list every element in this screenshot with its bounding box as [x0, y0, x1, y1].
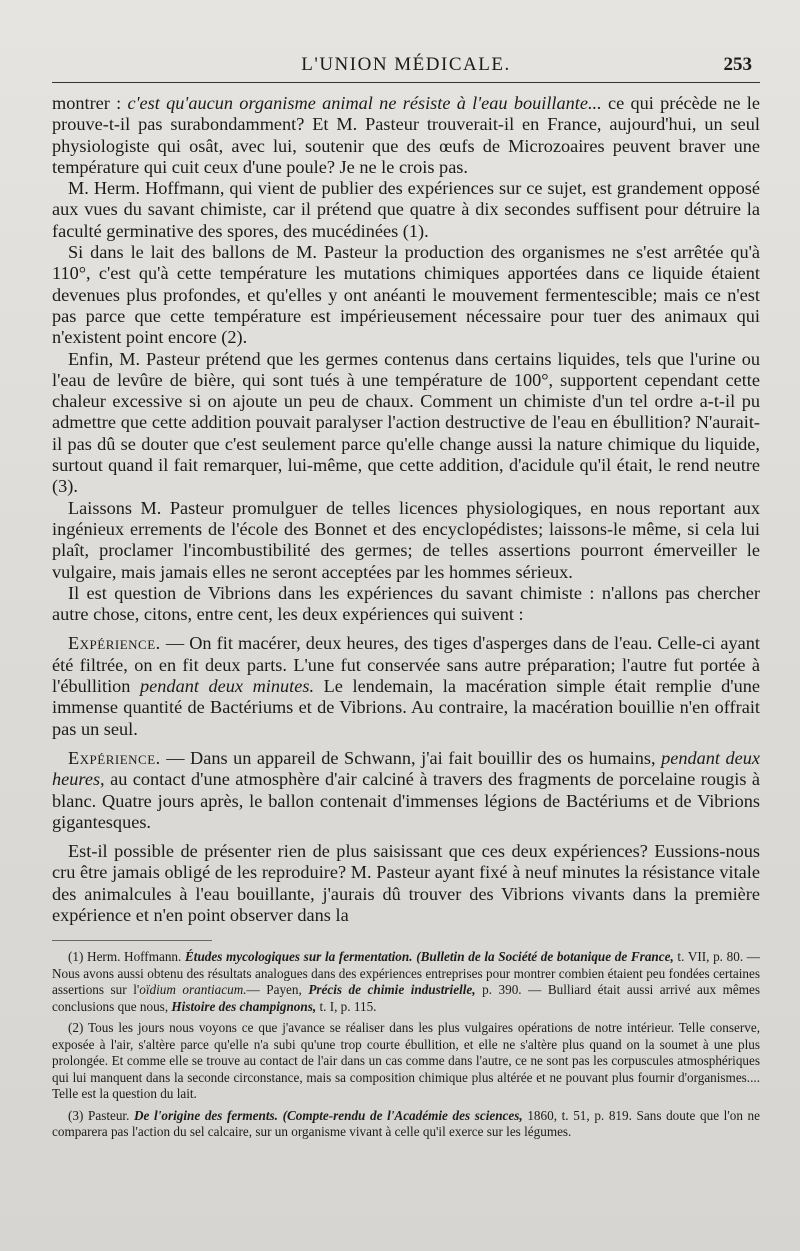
footnote-3: (3) Pasteur. De l'origine des ferments. (Compte-rendu de l'Académie des sciences, 1860, t. 51, p. 819. Sans doute que l'on ne comparera pas l'action du sel calcaire, sur un organisme vivant à celle qu'il exerce sur les légumes.: [52, 1107, 760, 1140]
paragraph-6: Il est question de Vibrions dans les expériences du savant chimiste : n'allons pas chercher autre chose, citons, entre cent, les deux expériences qui suivent :: [52, 582, 760, 625]
experiment-1: Expérience. — On fit macérer, deux heures, des tiges d'asperges dans de l'eau. Celle-ci ayant été filtrée, on en fit deux parts. L'une fut conservée sans autre préparation; l'autre fut portée à l'ébullition pendant deux minutes. Le lendemain, la macération simple était remplie d'une immense quantité de Bactériums et de Vibrions. Au contraire, la macération bouillie n'en offrait pas un seul.: [52, 633, 760, 739]
footnote-rule: [52, 940, 212, 941]
experiment-2: Expérience. — Dans un appareil de Schwann, j'ai fait bouillir des os humains, pendant deux heures, au contact d'une atmosphère d'air calciné à travers des fragments de porcelaine rougis à blanc. Quatre jours après, le ballon contenait d'immenses légions de Bactériums et de Vibrions gigantesques.: [52, 747, 760, 832]
running-title: L'UNION MÉDICALE.: [301, 54, 511, 75]
experiment-label: Expérience.: [68, 747, 161, 768]
paragraph-2: M. Herm. Hoffmann, qui vient de publier des expériences sur ce sujet, est grandement opposé aux vues du savant chimiste, car il prétend que quatre à dix secondes suffisent pour détruire la faculté germinative des spores, des mucédinées (1).: [52, 178, 760, 241]
footnote-2: (2) Tous les jours nous voyons ce que j'avance se réaliser dans les plus vulgaires opérations de notre intérieur. Telle conserve, exposée à l'air, s'altère parce qu'elle n'a subi qu'une trop courte ébullition, et elle ne s'altère plus quand on la soumet à une plus prolongée. Et comme elle se trouve au contact de l'air dans un cas comme dans l'autre, ce ne sont pas les corpuscules atmosphériques qui lui manquent dans la seconde circonstance, mais sa composition chimique plus altérée et ne pouvant plus fournir d'organismes.... Telle est la question du lait.: [52, 1020, 760, 1102]
paragraph-4: Enfin, M. Pasteur prétend que les germes contenus dans certains liquides, tels que l'urine ou l'eau de levûre de bière, qui sont tués à une température de 100°, supportent cependant cette chaleur excessive si on ajoute un peu de chaux. Comment un chimiste d'un tel ordre a-t-il pu admettre que cette addition pouvait paralyser l'action destructive de l'eau en ébullition? N'aurait-il pas dû se douter que c'est seulement parce qu'elle change aussi la nature chimique du liquide, surtout quand il fait remarquer, lui-même, que cette addition, d'acidule qu'il était, le rend neutre (3).: [52, 348, 760, 497]
running-head: [52, 52, 760, 83]
footnote-1: (1) Herm. Hoffmann. Études mycologiques sur la fermentation. (Bulletin de la Société de botanique de France, t. VII, p. 80. — Nous avons aussi obtenu des résultats analogues dans des expériences entreprises pour montrer combien étaient peu fondées certaines assertions sur l'oïdium orantiacum.— Payen, Précis de chimie industrielle, p. 390. — Bulliard était aussi arrivé aux mêmes conclusions que nous, Histoire des champignons, t. I, p. 115.: [52, 949, 760, 1014]
paragraph-3: Si dans le lait des ballons de M. Pasteur la production des organismes ne s'est arrêtée qu'à 110°, c'est qu'à cette température les mutations chimiques apportées dans ce liquide étaient devenues plus profondes, et qu'elles y ont anéanti le mouvement fermentescible; mais ce n'est pas parce que cette température est impérieusement nécessaire pour tuer des animaux qui n'existent point encore (2).: [52, 242, 760, 348]
paragraph-5: Laissons M. Pasteur promulguer de telles licences physiologiques, en nous reportant aux ingénieux errements de l'école des Bonnet et des encyclopédistes; laissons-le même, si cela lui plaît, proclamer l'incombustibilité des germes; de telles assertions pourront émerveiller le vulgaire, mais jamais elles ne seront acceptées par les hommes sérieux.: [52, 497, 760, 582]
footnotes: [52, 940, 760, 1141]
paragraph-9: Est-il possible de présenter rien de plus saisissant que ces deux expériences? Eussions-nous cru être jamais obligé de les reproduire? M. Pasteur ayant fixé à neuf minutes la résistance vitale des animalcules à l'eau bouillante, j'aurais dû trouver des Vibrions vivants dans la première expérience et n'en point observer dans la: [52, 841, 760, 925]
page-number: 253: [723, 54, 752, 75]
experiment-label: Expérience.: [68, 633, 161, 654]
paragraph-1: montrer : c'est qu'aucun organisme animal ne résiste à l'eau bouillante... ce qui précède ne le prouve-t-il pas surabondamment? Et M. Pasteur trouverait-il en France, aujourd'hui, un seul physiologiste qui osât, avec lui, soutenir que des œufs de Microzoaires peuvent braver une température qui cuit ceux d'une poule? Je ne le crois pas.: [52, 93, 760, 177]
body-text: [52, 93, 760, 926]
